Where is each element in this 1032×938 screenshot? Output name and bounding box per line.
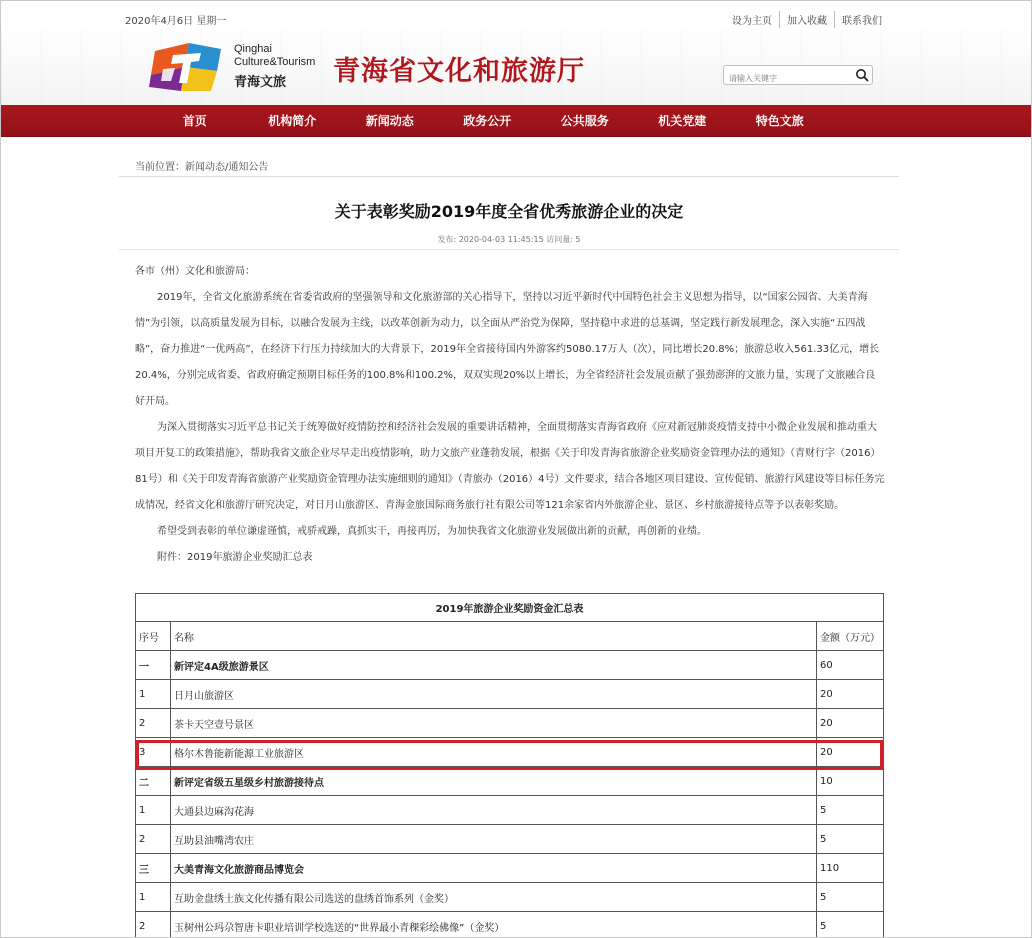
nav-item-news[interactable]: 新闻动态	[365, 114, 414, 128]
column-header: 序号	[136, 622, 171, 651]
nav-item-featured-tourism[interactable]: 特色文旅	[755, 114, 804, 128]
search-icon[interactable]	[855, 68, 869, 82]
highlight-box	[136, 740, 883, 770]
row-name: 新评定省级五星级乡村旅游接待点	[171, 767, 817, 796]
row-amount: 10	[817, 767, 884, 796]
site-header	[1, 29, 1032, 105]
divider	[119, 249, 899, 250]
divider	[119, 176, 899, 177]
row-number: 二	[136, 767, 171, 796]
row-name: 互助县油嘴湾农庄	[171, 825, 817, 854]
table-row	[136, 680, 884, 709]
breadcrumb: 当前位置：新闻动态/通知公告	[135, 162, 269, 173]
row-name: 大美青海文化旅游商品博览会	[171, 854, 817, 883]
nav-item-government-affairs[interactable]: 政务公开	[463, 114, 512, 128]
table-row	[136, 883, 884, 912]
qinghai-tourism-logo-icon[interactable]	[149, 41, 223, 93]
add-favorite-link[interactable]: 加入收藏	[779, 11, 834, 28]
row-name: 玉树州公玛尕智唐卡职业培训学校选送的“世界最小青稞彩绘佛像”（金奖）	[171, 912, 817, 938]
article-paragraph: 为深入贯彻落实习近平总书记关于统筹做好疫情防控和经济社会发展的重要讲话精神，全面贯彻落实青海省政府《应对新冠肺炎疫情支持中小微企业发展和推动重大项目开复工的政策措施》，帮助我省文旅企业尽早走出疫情影响，助力文旅产业蓬勃发展，根据《关于印发青海省旅游企业奖励资金管理办法的通知》（青财行字（2016）81号）和《关于印发青海省旅游产业奖励资金管理办法实施细则的通知》（青旅办（2016）4号）文件要求，结合各地区项目建设、宣传促销、旅游行风建设等目标任务完成情况，经省文化和旅游厅研究决定，对日月山旅游区、青海金旅国际商务旅行社有限公司等121余家省内外旅游企业、景区、乡村旅游接待点等予以表彰奖励。	[135, 422, 885, 511]
nav-item-public-service[interactable]: 公共服务	[560, 114, 609, 128]
logo-chinese-text: 青海文旅	[234, 75, 287, 90]
row-number: 3	[136, 738, 171, 767]
site-title: 青海省文化和旅游厅	[333, 56, 585, 87]
row-number: 2	[136, 825, 171, 854]
row-amount: 5	[817, 796, 884, 825]
row-number: 1	[136, 796, 171, 825]
main-nav	[1, 105, 1032, 137]
row-number: 2	[136, 912, 171, 938]
top-links	[725, 11, 889, 28]
row-amount: 60	[817, 651, 884, 680]
row-name: 茶卡天空壹号景区	[171, 709, 817, 738]
row-number: 三	[136, 854, 171, 883]
article-body	[135, 259, 885, 571]
contact-us-link[interactable]: 联系我们	[834, 11, 889, 28]
table-row	[136, 709, 884, 738]
nav-item-home[interactable]: 首页	[182, 114, 207, 128]
row-amount: 5	[817, 883, 884, 912]
table-row	[136, 912, 884, 938]
logo-english-text: Qinghai Culture&Tourism	[234, 43, 316, 68]
row-amount: 20	[817, 680, 884, 709]
row-number: 1	[136, 680, 171, 709]
row-name: 大通县边麻沟花海	[171, 796, 817, 825]
row-amount: 20	[817, 709, 884, 738]
row-name: 日月山旅游区	[171, 680, 817, 709]
top-bar	[119, 9, 889, 29]
table-row	[136, 767, 884, 796]
table-caption: 2019年旅游企业奖励资金汇总表	[136, 594, 884, 622]
row-amount: 5	[817, 912, 884, 938]
set-homepage-link[interactable]: 设为主页	[732, 16, 772, 27]
salutation: 各市（州）文化和旅游局：	[135, 266, 255, 277]
table-row	[136, 651, 884, 680]
search-box	[723, 65, 873, 85]
row-amount: 110	[817, 854, 884, 883]
table-row	[136, 854, 884, 883]
row-amount: 5	[817, 825, 884, 854]
table-header-row	[136, 622, 884, 651]
article-paragraph: 2019年，全省文化旅游系统在省委省政府的坚强领导和文化旅游部的关心指导下，坚持以习近平新时代中国特色社会主义思想为指导，以“国家公园省、大美青海情”为引领，以高质量发展为目标，以融合发展为主线，以改革创新为动力，以全面从严治党为保障，坚持稳中求进的总基调，坚定践行新发展理念，深入实施“五四战略”，奋力推进“一优两高”，在经济下行压力持续加大的大背景下，2019年全省接待国内外游客约5080.17万人（次），同比增长20.8%；旅游总收入561.33亿元，增长20.4%，分别完成省委、省政府确定预期目标任务的100.8%和100.2%，双双实现20%以上增长，为全省经济社会发展贡献了强劲澎湃的文旅力量，实现了文旅融合良好开局。	[135, 292, 880, 407]
row-name: 互助金盘绣土族文化传播有限公司选送的盘绣首饰系列（金奖）	[171, 883, 817, 912]
table-row	[136, 825, 884, 854]
table-row	[136, 796, 884, 825]
attachment-note: 附件：2019年旅游企业奖励汇总表	[157, 552, 313, 563]
article-paragraph: 希望受到表彰的单位谦虚谨慎，戒骄戒躁，真抓实干，再接再厉，为加快我省文化旅游业发展做出新的贡献，再创新的业绩。	[157, 526, 707, 537]
row-name: 新评定4A级旅游景区	[171, 651, 817, 680]
row-amount: 20	[817, 738, 884, 767]
row-number: 2	[136, 709, 171, 738]
row-number: 1	[136, 883, 171, 912]
article-title: 关于表彰奖励2019年度全省优秀旅游企业的决定	[334, 202, 684, 221]
article-meta: 发布: 2020-04-03 11:45:15 访问量: 5	[437, 235, 581, 244]
current-date: 2020年4月6日 星期一	[125, 16, 227, 27]
table-caption-row	[136, 594, 884, 622]
nav-item-about[interactable]: 机构简介	[268, 114, 317, 128]
column-header: 名称	[171, 622, 817, 651]
row-number: 一	[136, 651, 171, 680]
nav-item-party-building[interactable]: 机关党建	[658, 114, 707, 128]
column-header: 金额（万元）	[817, 622, 884, 651]
row-name: 格尔木鲁能新能源工业旅游区	[171, 738, 817, 767]
search-input[interactable]	[724, 70, 844, 88]
